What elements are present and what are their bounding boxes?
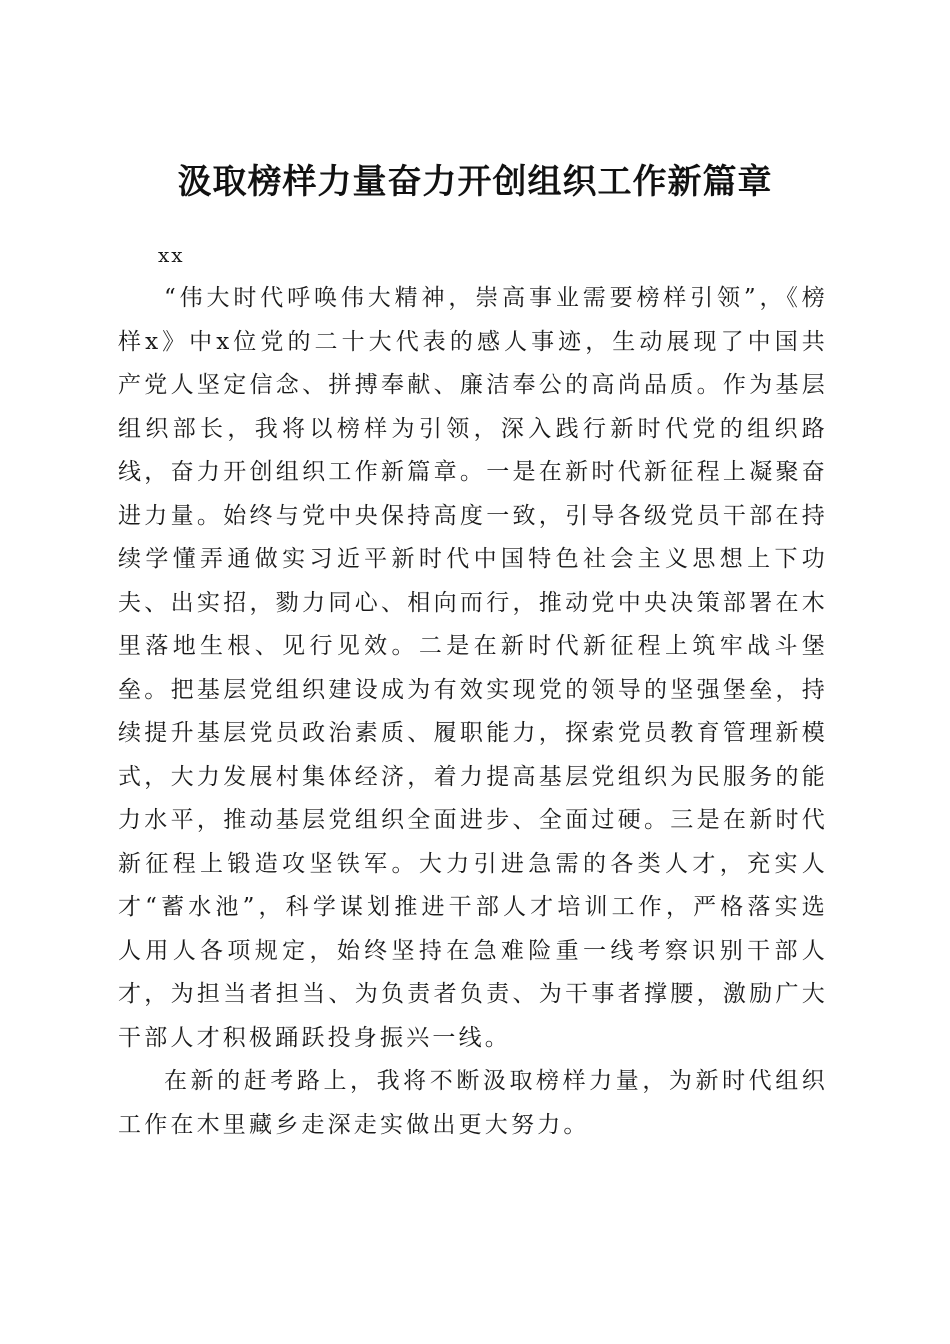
- document-body: [118, 277, 828, 1147]
- author-name: xx: [158, 243, 185, 267]
- body-paragraph: “伟大时代呼唤伟大精神，崇高事业需要榜样引领”，《榜样x》中x位党的二十大代表的感人事迹，生动展现了中国共产党人坚定信念、拼搏奉献、廉洁奉公的高尚品质。作为基层组织部长，我将以榜样为引领，深入践行新时代党的组织路线，奋力开创组织工作新篇章。一是在新时代新征程上凝聚奋进力量。始终与党中央保持高度一致，引导各级党员干部在持续学懂弄通做实习近平新时代中国特色社会主义思想上下功夫、出实招，勠力同心、相向而行，推动党中央决策部署在木里落地生根、见行见效。二是在新时代新征程上筑牢战斗堡垒。把基层党组织建设成为有效实现党的领导的坚强堡垒，持续提升基层党员政治素质、履职能力，探索党员教育管理新模式，大力发展村集体经济，着力提高基层党组织为民服务的能力水平，推动基层党组织全面进步、全面过硬。三是在新时代新征程上锻造攻坚铁军。大力引进急需的各类人才，充实人才“蓄水池”，科学谋划推进干部人才培训工作，严格落实选人用人各项规定，始终坚持在急难险重一线考察识别干部人才，为担当者担当、为负责者负责、为干事者撑腰，激励广大干部人才积极踊跃投身振兴一线。: [118, 285, 828, 1051]
- document-title: 汲取榜样力量奋力开创组织工作新篇章: [177, 161, 773, 202]
- closing-paragraph: 在新的赶考路上，我将不断汲取榜样力量，为新时代组织工作在木里藏乡走深走实做出更大努力。: [118, 1068, 828, 1138]
